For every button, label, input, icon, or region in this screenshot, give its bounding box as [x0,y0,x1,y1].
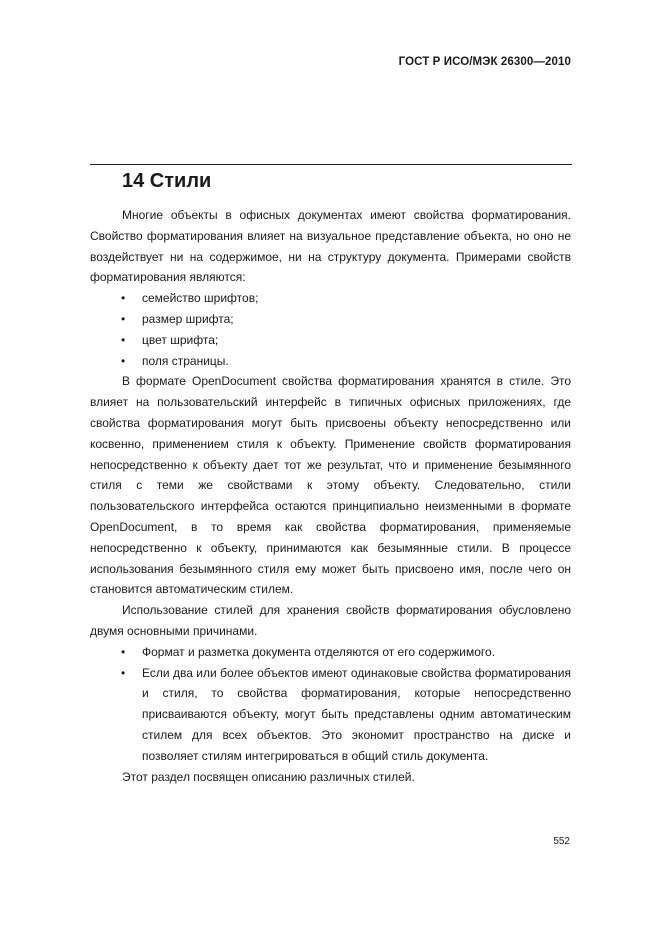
formatting-examples-list [90,288,571,371]
page-number: 552 [553,836,570,847]
closing-paragraph: Этот раздел посвящен описанию различных стилей. [122,769,415,784]
list-item [90,663,571,767]
list-item-text: размер шрифта; [142,311,234,326]
bullet-icon: • [121,644,126,659]
bullet-icon: • [121,291,126,306]
bullet-icon: • [121,665,126,680]
list-item-text: Если два или более объектов имеют одинаковые свойства форматирования и стиля, то свойства форматирования, которые непосредственно присваиваются объекту, могут быть представлены одним автоматическим стилем для всех объектов. Это экономит пространство на диске и позволяет стилям интегрироваться в общий стиль документа. [142,665,571,763]
bullet-icon: • [121,353,126,368]
reasons-list [90,642,571,767]
section-body [90,205,571,787]
list-item-text: поля страницы. [142,353,229,368]
list-item-text: Формат и разметка документа отделяются от его содержимого. [142,644,496,659]
section-title: 14 Стили [122,170,212,192]
list-item [90,288,571,309]
list-item [90,351,571,372]
reasons-intro-paragraph: Использование стилей для хранения свойств форматирования обусловлено двумя основными причинами. [90,603,571,638]
list-item [90,309,571,330]
opendocument-paragraph: В формате OpenDocument свойства форматирования хранятся в стиле. Это влияет на пользовательский интерфейс в типичных офисных приложениях, где свойства форматирования могут быть присвоены объекту непосредственно или косвенно, применением стиля к объекту. Применение свойств форматирования непосредственно к объекту дает тот же результат, что и применение безымянного стиля с теми же свойствами к этому объекту. Следовательно, стили пользовательского интерфейса остаются принципиально неизменными в формате OpenDocument, в то время как свойства форматирования, применяемые непосредственно к объекту, принимаются как безымянные стили. В процессе использования безымянного стиля ему может быть присвоено имя, после чего он становится автоматическим стилем. [90,374,571,597]
bullet-icon: • [121,311,126,326]
list-item-text: семейство шрифтов; [142,291,259,306]
section-divider [90,164,572,165]
list-item [90,330,571,351]
list-item-text: цвет шрифта; [142,332,219,347]
bullet-icon: • [121,332,126,347]
document-standard-header: ГОСТ Р ИСО/МЭК 26300—2010 [398,56,571,68]
intro-paragraph: Многие объекты в офисных документах имеют свойства форматирования. Свойство форматирования влияет на визуальное представление объекта, но оно не воздействует ни на содержимое, ни на структуру документа. Примерами свойств форматирования являются: [90,208,571,285]
list-item [90,642,571,663]
